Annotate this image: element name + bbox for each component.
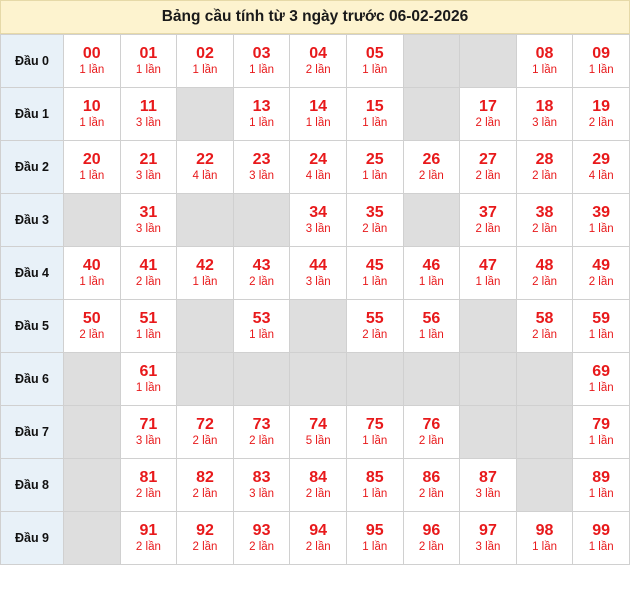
row-header-1: Đầu 1 <box>1 88 64 141</box>
cell-count: 2 lần <box>305 487 331 500</box>
cell-number: 94 <box>309 521 328 539</box>
number-cell[interactable] <box>516 88 573 141</box>
empty-cell <box>233 353 290 406</box>
cell-count: 1 lần <box>588 328 614 341</box>
number-cell[interactable] <box>460 459 517 512</box>
cell-number: 45 <box>365 256 384 274</box>
number-cell[interactable] <box>460 88 517 141</box>
number-cell[interactable] <box>573 300 630 353</box>
cell-count: 4 lần <box>588 169 614 182</box>
cell-number: 48 <box>535 256 554 274</box>
cell-number: 20 <box>82 150 101 168</box>
table-row <box>1 88 630 141</box>
cell-count: 1 lần <box>588 222 614 235</box>
cell-number: 47 <box>479 256 497 274</box>
cell-count: 1 lần <box>79 275 105 288</box>
cell-count: 1 lần <box>135 328 161 341</box>
cell-number: 98 <box>535 521 554 539</box>
number-cell[interactable] <box>516 300 573 353</box>
number-cell[interactable] <box>120 353 177 406</box>
cell-count: 1 lần <box>192 275 218 288</box>
cell-count: 2 lần <box>475 116 501 129</box>
cell-number: 08 <box>535 44 554 62</box>
cell-number: 24 <box>309 150 328 168</box>
table-row <box>1 459 630 512</box>
number-cell[interactable] <box>516 247 573 300</box>
table-row <box>1 247 630 300</box>
cell-number: 38 <box>535 203 554 221</box>
cell-number: 04 <box>309 44 328 62</box>
empty-cell <box>64 459 121 512</box>
cell-count: 2 lần <box>588 116 614 129</box>
cell-number: 27 <box>479 150 497 168</box>
cell-number: 81 <box>139 468 158 486</box>
number-cell[interactable] <box>233 300 290 353</box>
cell-number: 42 <box>196 256 214 274</box>
cell-number: 26 <box>422 150 441 168</box>
empty-cell <box>177 194 234 247</box>
empty-cell <box>403 194 460 247</box>
cell-count: 2 lần <box>192 434 218 447</box>
cell-number: 40 <box>82 256 101 274</box>
cell-number: 79 <box>592 415 611 433</box>
cell-number: 71 <box>139 415 158 433</box>
number-cell[interactable] <box>290 141 347 194</box>
number-cell[interactable] <box>346 141 403 194</box>
table-row <box>1 35 630 88</box>
number-cell[interactable] <box>460 194 517 247</box>
cell-number: 17 <box>479 97 497 115</box>
number-cell[interactable] <box>64 88 121 141</box>
table-row <box>1 406 630 459</box>
number-cell[interactable] <box>346 300 403 353</box>
cell-count: 1 lần <box>588 63 614 76</box>
cell-number: 91 <box>139 521 158 539</box>
number-cell[interactable] <box>573 353 630 406</box>
number-cell[interactable] <box>120 247 177 300</box>
number-cell[interactable] <box>290 35 347 88</box>
number-cell[interactable] <box>120 512 177 565</box>
cell-number: 41 <box>139 256 158 274</box>
row-header-7: Đầu 7 <box>1 406 64 459</box>
cell-count: 2 lần <box>362 328 388 341</box>
cell-number: 09 <box>592 44 611 62</box>
cell-count: 2 lần <box>532 275 558 288</box>
number-cell[interactable] <box>346 512 403 565</box>
empty-cell <box>64 353 121 406</box>
empty-cell <box>290 353 347 406</box>
cell-number: 93 <box>252 521 271 539</box>
cell-number: 83 <box>252 468 271 486</box>
number-cell[interactable] <box>403 141 460 194</box>
cell-count: 3 lần <box>305 275 331 288</box>
number-cell[interactable] <box>64 35 121 88</box>
number-cell[interactable] <box>233 247 290 300</box>
cell-count: 3 lần <box>135 169 161 182</box>
cell-number: 55 <box>365 309 384 327</box>
cell-number: 29 <box>592 150 611 168</box>
cell-number: 18 <box>535 97 554 115</box>
cell-count: 3 lần <box>305 222 331 235</box>
empty-cell <box>516 353 573 406</box>
number-cell[interactable] <box>573 459 630 512</box>
number-cell[interactable] <box>403 406 460 459</box>
cell-number: 82 <box>196 468 214 486</box>
cell-count: 1 lần <box>362 116 388 129</box>
number-cell[interactable] <box>177 406 234 459</box>
cell-number: 72 <box>196 415 214 433</box>
empty-cell <box>177 88 234 141</box>
number-cell[interactable] <box>460 247 517 300</box>
cell-count: 3 lần <box>475 487 501 500</box>
number-cell[interactable] <box>120 194 177 247</box>
empty-cell <box>233 194 290 247</box>
empty-cell <box>403 35 460 88</box>
cell-count: 2 lần <box>418 434 444 447</box>
cell-number: 44 <box>309 256 328 274</box>
cell-count: 2 lần <box>249 540 275 553</box>
number-cell[interactable] <box>573 141 630 194</box>
cell-number: 61 <box>139 362 158 380</box>
cell-number: 74 <box>309 415 328 433</box>
number-cell[interactable] <box>403 247 460 300</box>
cell-number: 95 <box>365 521 384 539</box>
row-header-0: Đầu 0 <box>1 35 64 88</box>
cell-count: 1 lần <box>362 63 388 76</box>
cell-number: 58 <box>535 309 554 327</box>
cell-number: 19 <box>592 97 611 115</box>
number-cell[interactable] <box>177 141 234 194</box>
number-cell[interactable] <box>64 247 121 300</box>
number-cell[interactable] <box>573 406 630 459</box>
cell-count: 2 lần <box>135 540 161 553</box>
cell-count: 3 lần <box>249 169 275 182</box>
cell-number: 05 <box>365 44 384 62</box>
cell-count: 1 lần <box>249 328 275 341</box>
cell-number: 39 <box>592 203 611 221</box>
cell-number: 37 <box>479 203 497 221</box>
cell-count: 2 lần <box>532 169 558 182</box>
cell-number: 21 <box>139 150 158 168</box>
cell-number: 49 <box>592 256 611 274</box>
number-cell[interactable] <box>403 459 460 512</box>
cell-count: 2 lần <box>135 275 161 288</box>
cell-count: 1 lần <box>475 275 501 288</box>
number-cell[interactable] <box>290 247 347 300</box>
cell-count: 1 lần <box>305 116 331 129</box>
cell-number: 31 <box>139 203 158 221</box>
cell-count: 2 lần <box>249 275 275 288</box>
cell-number: 87 <box>479 468 497 486</box>
cell-count: 2 lần <box>532 222 558 235</box>
cell-number: 99 <box>592 521 611 539</box>
cell-number: 43 <box>252 256 271 274</box>
cau-table <box>0 34 630 565</box>
row-header-2: Đầu 2 <box>1 141 64 194</box>
number-cell[interactable] <box>516 35 573 88</box>
cell-count: 2 lần <box>418 540 444 553</box>
cell-number: 10 <box>82 97 101 115</box>
cell-count: 4 lần <box>192 169 218 182</box>
cell-number: 73 <box>252 415 271 433</box>
cell-count: 3 lần <box>135 434 161 447</box>
cell-number: 25 <box>365 150 384 168</box>
number-cell[interactable] <box>233 406 290 459</box>
row-header-9: Đầu 9 <box>1 512 64 565</box>
row-header-4: Đầu 4 <box>1 247 64 300</box>
cell-count: 5 lần <box>305 434 331 447</box>
cell-number: 76 <box>422 415 441 433</box>
number-cell[interactable] <box>233 88 290 141</box>
cell-number: 02 <box>196 44 214 62</box>
cell-count: 2 lần <box>305 540 331 553</box>
number-cell[interactable] <box>177 247 234 300</box>
cell-number: 01 <box>139 44 158 62</box>
number-cell[interactable] <box>64 300 121 353</box>
cell-count: 1 lần <box>532 540 558 553</box>
empty-cell <box>177 353 234 406</box>
cell-count: 1 lần <box>588 434 614 447</box>
number-cell[interactable] <box>573 512 630 565</box>
number-cell[interactable] <box>573 88 630 141</box>
number-cell[interactable] <box>120 35 177 88</box>
cell-count: 3 lần <box>249 487 275 500</box>
cell-count: 2 lần <box>475 222 501 235</box>
cell-count: 2 lần <box>475 169 501 182</box>
cell-count: 2 lần <box>249 434 275 447</box>
cell-count: 1 lần <box>249 63 275 76</box>
number-cell[interactable] <box>177 512 234 565</box>
cell-count: 1 lần <box>588 540 614 553</box>
number-cell[interactable] <box>177 35 234 88</box>
table-row <box>1 194 630 247</box>
table-row <box>1 512 630 565</box>
number-cell[interactable] <box>177 459 234 512</box>
number-cell[interactable] <box>403 300 460 353</box>
empty-cell <box>516 459 573 512</box>
cell-number: 51 <box>139 309 158 327</box>
empty-cell <box>460 353 517 406</box>
cell-count: 2 lần <box>532 328 558 341</box>
row-header-5: Đầu 5 <box>1 300 64 353</box>
cell-count: 2 lần <box>418 487 444 500</box>
cau-table-body <box>1 35 630 565</box>
table-row <box>1 300 630 353</box>
cell-number: 28 <box>535 150 554 168</box>
number-cell[interactable] <box>233 35 290 88</box>
number-cell[interactable] <box>120 459 177 512</box>
cell-count: 1 lần <box>362 487 388 500</box>
table-row <box>1 353 630 406</box>
number-cell[interactable] <box>120 88 177 141</box>
number-cell[interactable] <box>573 194 630 247</box>
cell-count: 2 lần <box>418 169 444 182</box>
cell-count: 1 lần <box>79 116 105 129</box>
cell-count: 2 lần <box>192 540 218 553</box>
cell-number: 56 <box>422 309 441 327</box>
cell-number: 53 <box>252 309 271 327</box>
number-cell[interactable] <box>64 141 121 194</box>
cell-number: 15 <box>365 97 384 115</box>
cell-number: 46 <box>422 256 441 274</box>
number-cell[interactable] <box>120 141 177 194</box>
row-header-8: Đầu 8 <box>1 459 64 512</box>
empty-cell <box>403 353 460 406</box>
cell-number: 03 <box>252 44 271 62</box>
cell-count: 2 lần <box>192 487 218 500</box>
cell-count: 1 lần <box>79 63 105 76</box>
number-cell[interactable] <box>460 141 517 194</box>
number-cell[interactable] <box>573 35 630 88</box>
empty-cell <box>403 88 460 141</box>
cell-number: 86 <box>422 468 441 486</box>
number-cell[interactable] <box>346 194 403 247</box>
number-cell[interactable] <box>290 88 347 141</box>
cell-number: 85 <box>365 468 384 486</box>
empty-cell <box>460 406 517 459</box>
cell-count: 1 lần <box>532 63 558 76</box>
cell-number: 69 <box>592 362 611 380</box>
number-cell[interactable] <box>290 406 347 459</box>
empty-cell <box>64 406 121 459</box>
row-header-6: Đầu 6 <box>1 353 64 406</box>
cell-count: 1 lần <box>418 328 444 341</box>
cell-number: 11 <box>139 97 157 115</box>
number-cell[interactable] <box>120 300 177 353</box>
number-cell[interactable] <box>346 406 403 459</box>
cell-count: 1 lần <box>588 487 614 500</box>
cell-count: 1 lần <box>588 381 614 394</box>
cell-count: 2 lần <box>135 487 161 500</box>
empty-cell <box>516 406 573 459</box>
cell-count: 3 lần <box>475 540 501 553</box>
cell-number: 23 <box>252 150 271 168</box>
cell-count: 3 lần <box>135 222 161 235</box>
empty-cell <box>64 194 121 247</box>
cell-count: 2 lần <box>362 222 388 235</box>
number-cell[interactable] <box>403 512 460 565</box>
number-cell[interactable] <box>233 141 290 194</box>
cell-count: 2 lần <box>79 328 105 341</box>
empty-cell <box>64 512 121 565</box>
empty-cell <box>460 35 517 88</box>
cell-number: 92 <box>196 521 214 539</box>
cell-number: 50 <box>82 309 101 327</box>
cell-number: 00 <box>82 44 101 62</box>
cell-number: 84 <box>309 468 328 486</box>
cell-count: 1 lần <box>79 169 105 182</box>
cell-number: 13 <box>252 97 271 115</box>
cell-count: 3 lần <box>532 116 558 129</box>
cell-count: 1 lần <box>135 381 161 394</box>
cell-count: 1 lần <box>362 275 388 288</box>
page-title: Bảng cầu tính từ 3 ngày trước 06-02-2026 <box>161 8 469 25</box>
number-cell[interactable] <box>233 459 290 512</box>
cell-number: 59 <box>592 309 611 327</box>
cell-number: 14 <box>309 97 328 115</box>
cell-count: 2 lần <box>305 63 331 76</box>
number-cell[interactable] <box>120 406 177 459</box>
number-cell[interactable] <box>346 459 403 512</box>
cell-number: 35 <box>365 203 384 221</box>
number-cell[interactable] <box>290 459 347 512</box>
table-row <box>1 141 630 194</box>
number-cell[interactable] <box>516 141 573 194</box>
number-cell[interactable] <box>573 247 630 300</box>
number-cell[interactable] <box>346 247 403 300</box>
cell-count: 3 lần <box>135 116 161 129</box>
empty-cell <box>290 300 347 353</box>
number-cell[interactable] <box>460 512 517 565</box>
cell-count: 1 lần <box>362 540 388 553</box>
cell-count: 1 lần <box>135 63 161 76</box>
cell-count: 2 lần <box>588 275 614 288</box>
empty-cell <box>346 353 403 406</box>
cell-number: 75 <box>365 415 384 433</box>
cell-count: 1 lần <box>362 169 388 182</box>
cell-number: 97 <box>479 521 497 539</box>
number-cell[interactable] <box>233 512 290 565</box>
number-cell[interactable] <box>290 194 347 247</box>
number-cell[interactable] <box>346 35 403 88</box>
number-cell[interactable] <box>516 512 573 565</box>
cell-count: 4 lần <box>305 169 331 182</box>
empty-cell <box>460 300 517 353</box>
cell-number: 34 <box>309 203 328 221</box>
number-cell[interactable] <box>516 194 573 247</box>
row-header-3: Đầu 3 <box>1 194 64 247</box>
cell-number: 22 <box>196 150 214 168</box>
cell-number: 96 <box>422 521 441 539</box>
cell-count: 1 lần <box>249 116 275 129</box>
number-cell[interactable] <box>346 88 403 141</box>
cell-count: 1 lần <box>418 275 444 288</box>
cell-count: 1 lần <box>362 434 388 447</box>
cell-count: 1 lần <box>192 63 218 76</box>
title-bar <box>0 0 630 34</box>
empty-cell <box>177 300 234 353</box>
cell-number: 89 <box>592 468 611 486</box>
number-cell[interactable] <box>290 512 347 565</box>
